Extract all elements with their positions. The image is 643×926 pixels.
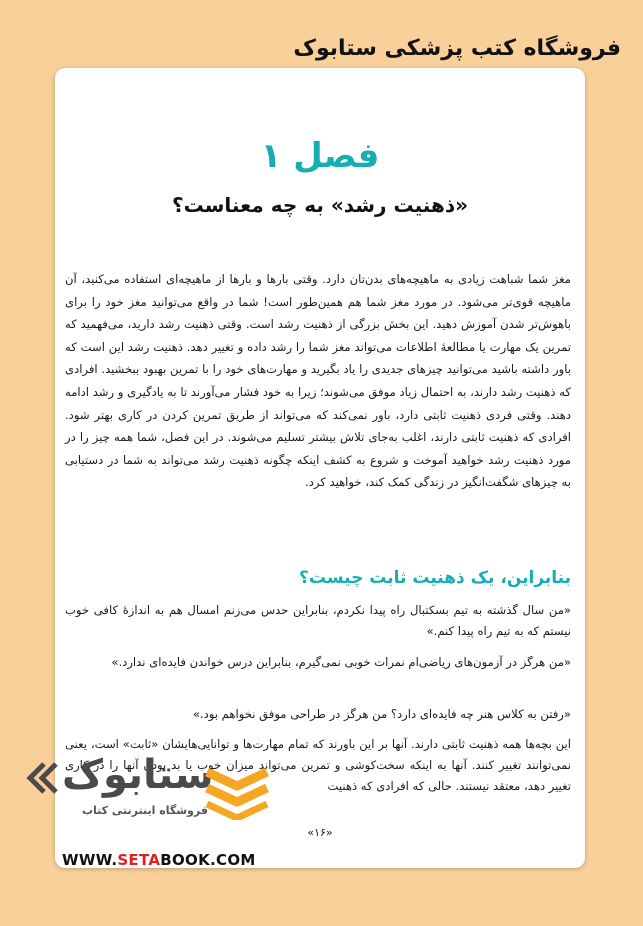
setabook-logo [22,752,282,842]
quote-2: «من هرگز در آزمون‌های ریاضی‌ام نمرات خوبی نمی‌گیرم، بنابراین درس خواندن فایده‌ای ندارد.» [111,655,571,669]
website-accent: SETA [117,851,161,869]
website-url [62,851,256,869]
chapter-subtitle: «ذهنیت رشد» به چه معناست؟ [171,193,469,217]
quote-1: «من سال گذشته به تیم بسکتبال راه پیدا نکردم، بنابراین حدس می‌زنم امسال هم به اندازهٔ کافی خوب نیستم که به تیم راه پیدا کنم.» [65,603,571,638]
chapter-title: فصل ۱ [260,136,380,176]
quote-3: «رفتن به کلاس هنر چه فایده‌ای دارد؟ من هرگز در طراحی موفق نخواهم بود.» [192,707,571,721]
logo-arrows-icon [22,758,62,798]
logo-wordmark: ستابوک [62,752,214,798]
logo-book-stack-icon [202,760,272,820]
website-prefix: WWW. [62,851,118,869]
website-suffix: BOOK.COM [160,851,256,869]
page-number: «۱۶» [307,826,333,839]
section-heading: بنابراین، یک ذهنیت ثابت چیست؟ [299,568,571,588]
book-page [55,68,585,868]
logo-subtitle: فروشگاه اینترنتی کتاب [82,804,208,817]
intro-paragraph: مغز شما شباهت زیادی به ماهیچه‌های بدن‌تان دارد. وقتی بارها و بارها از ماهیچه‌ای استفاده می‌کنید، آن ماهیچه قوی‌تر می‌شود. در مورد مغز شما هم همین‌طور است! شما در واقع می‌توانید مغز خود را برای باهوش‌تر شدن آموزش دهید. این بخش بزرگی از ذهنیت رشد است. وقتی ذهنیت رشد دارید، می‌فهمید که تمرین یک مهارت یا مطالعهٔ اطلاعات می‌تواند مغز شما را رشد داده و تغییر دهد. ذهنیت رشد این است که باور داشته باشید می‌توانید چیزهای جدیدی را یاد بگیرید و مهارت‌های خود را با تمرین بهبود ببخشید. افرادی که ذهنیت رشد دارند، به احتمال زیاد موفق می‌شوند؛ زیرا به خود فشار می‌آورند تا به یادگیری و رشد ادامه دهند. وقتی فردی ذهنیت ثابتی دارد، باور نمی‌کند که می‌تواند از طریق تمرین کردن در کاری بهتر شود. افرادی که ذهنیت ثابتی دارند، اغلب به‌جای تلاش بیشتر تسلیم می‌شوند. در این فصل، شما همه چیز را در مورد ذهنیت رشد خواهید آموخت و شروع به کشف اینکه چگونه ذهنیت رشد می‌تواند به شما در دستیابی به چیزهای شگفت‌انگیز در زندگی کمک کند، خواهید کرد. [65,272,571,490]
store-title: فروشگاه کتب پزشکی ستابوک [293,36,621,61]
fixed-mindset-paragraph: این بچه‌ها همه ذهنیت ثابتی دارند. آنها بر این باورند که تمام مهارت‌ها و توانایی‌هایشان «ثابت» است، یعنی نمی‌توانند تغییر کنند. آنها به اینکه سخت‌کوشی و تمرین می‌تواند میزان خوب یا بد بودن آنها را در کاری تغییر دهد، معتقد نیستند. حالی که افرادی که ذهنیت [65,737,571,793]
